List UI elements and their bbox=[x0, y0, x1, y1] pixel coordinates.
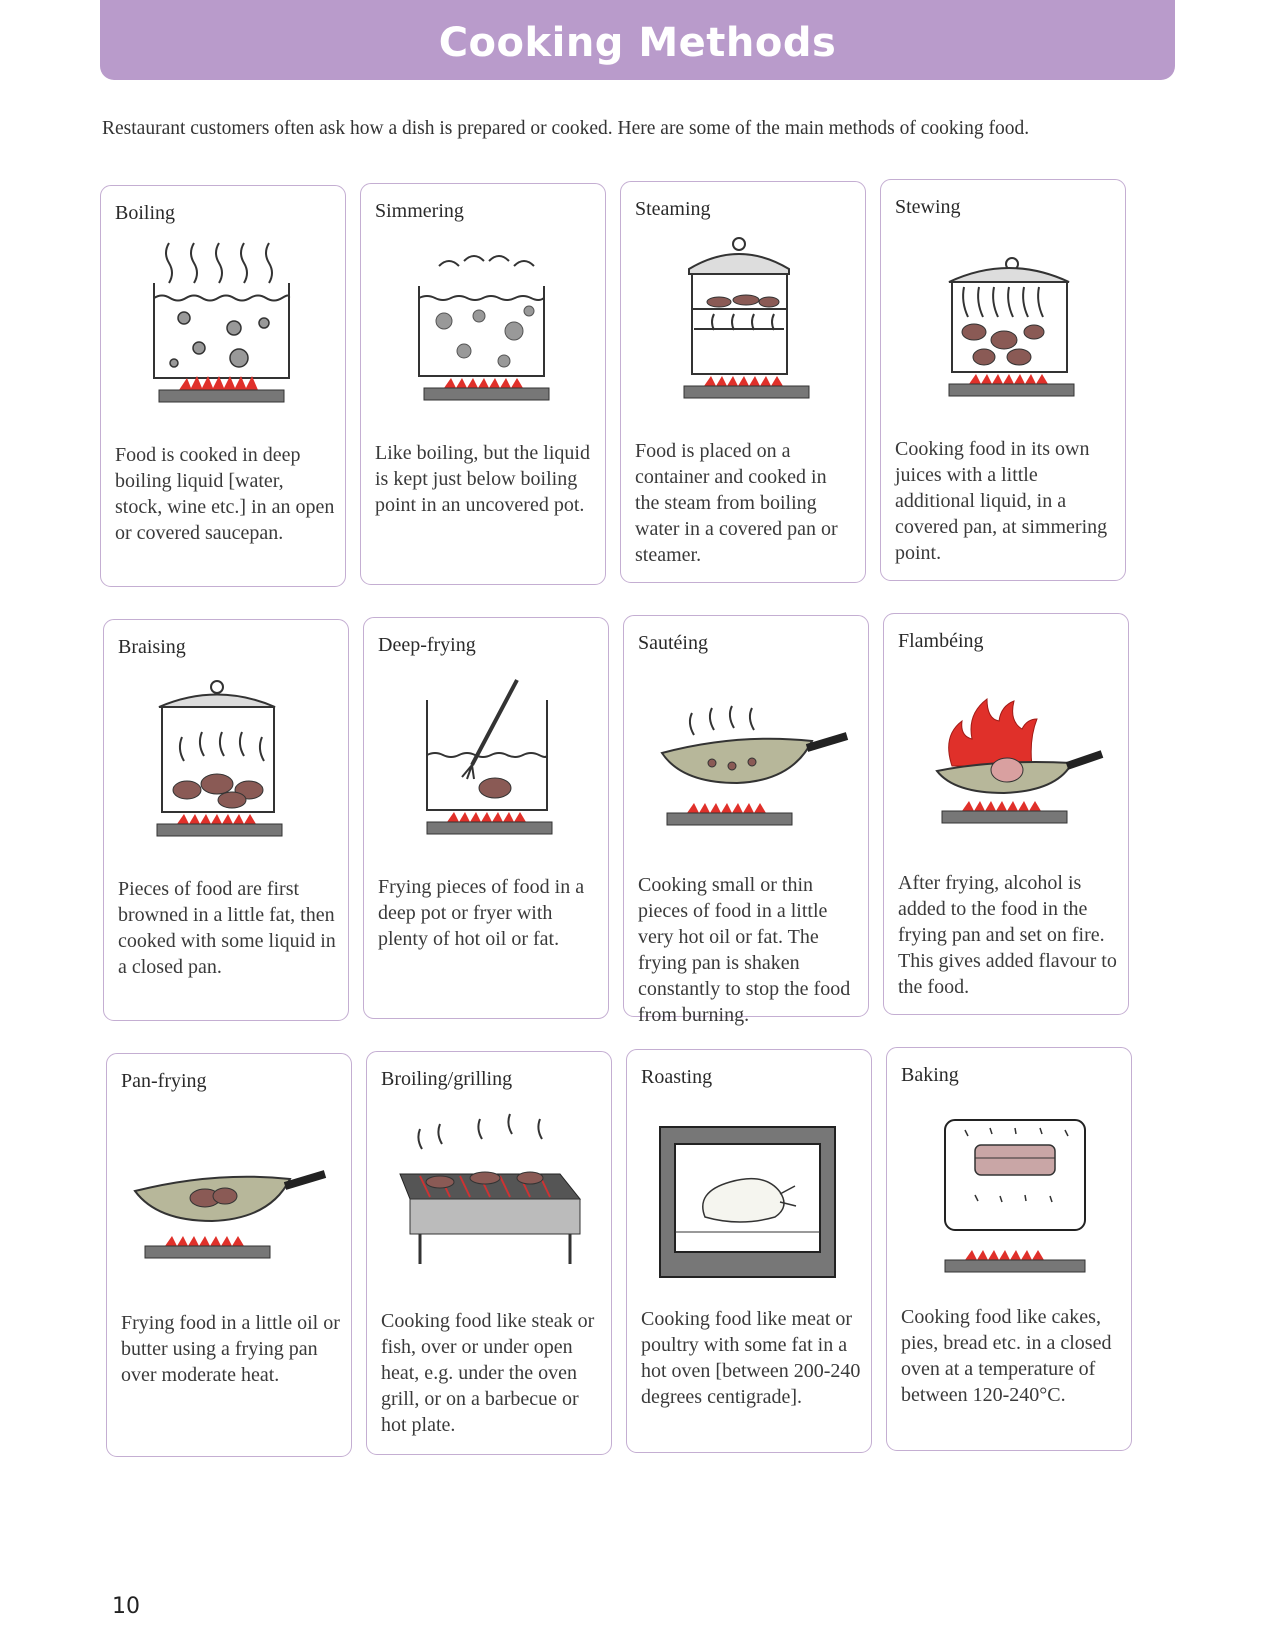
method-card-baking bbox=[886, 1047, 1132, 1451]
method-card-boiling bbox=[100, 185, 346, 587]
braising-pot-icon bbox=[117, 672, 337, 862]
flambe-pan-icon bbox=[897, 666, 1117, 856]
intro-text: Restaurant customers often ask how a dish is prepared or cooked. Here are some of the main methods of cooking food. bbox=[102, 118, 1030, 139]
frying-pan-icon bbox=[120, 1106, 340, 1296]
method-card-sauteing bbox=[623, 615, 869, 1026]
method-card-deep-frying bbox=[363, 617, 609, 1019]
method-description: Pieces of food are first browned in a little fat, then cooked with some liquid in a closed pan. bbox=[118, 878, 336, 978]
method-description: Cooking small or thin pieces of food in a little very hot oil or fat. The frying pan is shaken constantly to stop the food from burning. bbox=[638, 874, 851, 1026]
method-card-stewing bbox=[880, 179, 1126, 581]
simmering-pot-icon bbox=[374, 236, 594, 426]
method-card-braising bbox=[103, 619, 349, 1021]
oven-roast-icon bbox=[640, 1102, 860, 1292]
method-title: Baking bbox=[901, 1064, 959, 1086]
method-card-simmering bbox=[360, 183, 606, 585]
method-description: Frying pieces of food in a deep pot or fryer with plenty of hot oil or fat. bbox=[378, 876, 585, 950]
method-description: Frying food in a little oil or butter using a frying pan over moderate heat. bbox=[121, 1312, 340, 1386]
saute-pan-icon bbox=[637, 668, 857, 858]
method-title: Roasting bbox=[641, 1066, 713, 1088]
page-title: Cooking Methods bbox=[438, 20, 837, 66]
method-title: Braising bbox=[118, 636, 186, 658]
method-description: Like boiling, but the liquid is kept just below boiling point in an uncovered pot. bbox=[375, 442, 590, 516]
method-card-steaming bbox=[620, 181, 866, 583]
method-title: Broiling/grilling bbox=[381, 1068, 513, 1090]
page-number: 10 bbox=[112, 1594, 140, 1619]
method-description: Cooking food like steak or fish, over or under open heat, e.g. under the oven grill, or on a barbecue or hot plate. bbox=[381, 1310, 595, 1436]
method-description: Cooking food like cakes, pies, bread etc. in a closed oven at a temperature of between 120-240°C. bbox=[901, 1306, 1112, 1406]
method-description: Cooking food like meat or poultry with some fat in a hot oven [between 200-240 degrees centigrade]. bbox=[641, 1308, 861, 1408]
grill-icon bbox=[380, 1104, 600, 1294]
method-title: Steaming bbox=[635, 198, 711, 220]
steamer-icon bbox=[634, 234, 854, 424]
boiling-pot-icon bbox=[114, 238, 334, 428]
method-title: Boiling bbox=[115, 202, 176, 224]
method-description: After frying, alcohol is added to the food in the frying pan and set on fire. This gives added flavour to the food. bbox=[898, 872, 1117, 998]
method-title: Deep-frying bbox=[378, 634, 476, 656]
method-card-roasting bbox=[626, 1049, 872, 1453]
baking-oven-icon bbox=[900, 1100, 1120, 1290]
method-description: Food is cooked in deep boiling liquid [water, stock, wine etc.] in an open or covered saucepan. bbox=[115, 444, 335, 544]
method-title: Sautéing bbox=[638, 632, 708, 654]
method-title: Flambéing bbox=[898, 630, 984, 652]
method-title: Pan-frying bbox=[121, 1070, 207, 1092]
method-description: Food is placed on a container and cooked in the steam from boiling water in a covered pan or steamer. bbox=[635, 440, 838, 566]
method-title: Stewing bbox=[895, 196, 961, 218]
method-card-broiling-grilling bbox=[366, 1051, 612, 1455]
deep-fryer-icon bbox=[377, 670, 597, 860]
method-card-pan-frying bbox=[106, 1053, 352, 1457]
method-title: Simmering bbox=[375, 200, 464, 222]
method-description: Cooking food in its own juices with a little additional liquid, in a covered pan, at simmering point. bbox=[895, 438, 1108, 564]
method-card-flambeing bbox=[883, 613, 1129, 1015]
stew-pot-icon bbox=[894, 232, 1114, 422]
header-banner bbox=[100, 0, 1175, 80]
